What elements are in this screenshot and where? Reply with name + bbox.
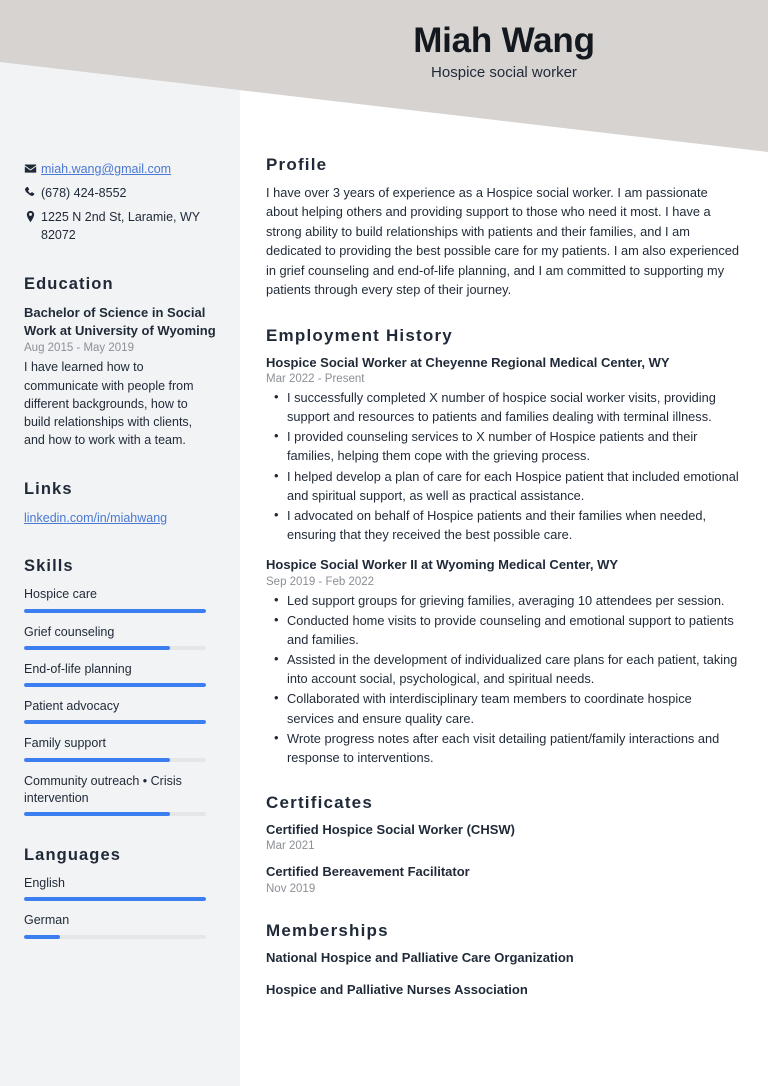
skill-item <box>24 698 216 724</box>
email-link[interactable]: miah.wang@gmail.com <box>41 162 172 176</box>
certificate-date: Mar 2021 <box>266 840 315 853</box>
links-heading: Links <box>24 479 73 498</box>
skills-heading: Skills <box>24 557 74 576</box>
job-entry <box>266 556 740 767</box>
link-item <box>24 509 216 528</box>
job-bullet: • I provided counseling services to X number of Hospice patients and their families, helping them cope with the grieving process. <box>266 427 740 465</box>
skill-level-fill <box>24 646 170 650</box>
certificate-entry <box>266 821 740 852</box>
contact-phone-text: (678) 424-8552 <box>41 186 127 201</box>
skill-item <box>24 661 216 687</box>
envelope-icon <box>24 160 41 175</box>
job-title: Hospice Social Worker at Cheyenne Regional Medical Center, WY <box>266 354 670 370</box>
contact-address-text: 1225 N 2nd St, Laramie, WY 82072 <box>41 210 200 243</box>
education-item <box>24 304 216 450</box>
main-content <box>240 0 768 1013</box>
certificates-list <box>266 821 740 894</box>
jobs-list <box>266 354 740 768</box>
language-level-track <box>24 897 206 901</box>
page-title: Miah Wang <box>413 21 595 60</box>
job-bullet: • I helped develop a plan of care for each Hospice patient that included emotional and spiritual support, as well as practical assistance. <box>266 467 740 505</box>
skill-item <box>24 773 216 817</box>
employment-heading: Employment History <box>266 325 453 345</box>
contact-list <box>24 160 216 245</box>
skill-label: Family support <box>24 736 106 751</box>
job-entry <box>266 354 740 545</box>
language-level-track <box>24 935 206 939</box>
memberships-list <box>266 949 740 999</box>
profile-text: I have over 3 years of experience as a Hospice social worker. I am passionate about helping others and providing support to those who need it most. I have a strong ability to build relationships with patients and their families, and I am dedicated to providing the best possible care for my patients. I am also experienced in grief counseling and end-of-life planning, and I am committed to supporting my patients through every step of their journey. <box>266 185 740 298</box>
certificates-heading: Certificates <box>266 793 373 813</box>
certificate-entry <box>266 863 740 894</box>
skill-level-track <box>24 646 206 650</box>
job-bullet-list <box>266 591 740 768</box>
skill-label: Patient advocacy <box>24 699 120 714</box>
language-item <box>24 912 216 938</box>
skill-level-track <box>24 758 206 762</box>
language-item <box>24 875 216 901</box>
memberships-heading: Memberships <box>266 920 389 940</box>
skill-label: Hospice care <box>24 587 97 602</box>
skill-item <box>24 735 216 761</box>
contact-item-address <box>24 208 216 244</box>
contact-item-phone <box>24 184 216 202</box>
certificate-title: Certified Bereavement Facilitator <box>266 864 470 880</box>
job-bullet: • Assisted in the development of individualized care plans for each patient, taking into account social, psychological, and spiritual needs. <box>266 650 740 688</box>
membership-item: Hospice and Palliative Nurses Association <box>266 981 528 997</box>
certificate-title: Certified Hospice Social Worker (CHSW) <box>266 822 515 838</box>
skill-item <box>24 624 216 650</box>
contact-email-text <box>41 160 216 178</box>
location-pin-icon <box>24 208 41 223</box>
profile-heading: Profile <box>266 155 328 174</box>
job-date: Mar 2022 - Present <box>266 372 365 385</box>
skill-level-fill <box>24 683 206 687</box>
job-bullet: • I advocated on behalf of Hospice patients and their families when needed, ensuring that they received the best possible care. <box>266 506 740 544</box>
skill-label: Grief counseling <box>24 624 115 639</box>
language-label: English <box>24 876 65 891</box>
job-date: Sep 2019 - Feb 2022 <box>266 575 375 588</box>
job-bullet: • I successfully completed X number of hospice social worker visits, providing support and resources to patients and families dealing with terminal illness. <box>266 388 740 426</box>
skill-level-track <box>24 720 206 724</box>
linkedin-link[interactable]: linkedin.com/in/miahwang <box>24 510 168 525</box>
skill-level-fill <box>24 758 170 762</box>
skill-level-track <box>24 683 206 687</box>
job-title: Hospice Social Worker II at Wyoming Medical Center, WY <box>266 557 619 573</box>
job-bullet: • Conducted home visits to provide counseling and emotional support to patients and families. <box>266 611 740 649</box>
certificate-date: Nov 2019 <box>266 882 316 895</box>
skill-item <box>24 586 216 612</box>
education-title: Bachelor of Science in Social Work at University of Wyoming <box>24 304 216 338</box>
employment-section <box>266 326 740 768</box>
skill-label: Community outreach • Crisis intervention <box>24 773 182 805</box>
skill-level-fill <box>24 720 206 724</box>
job-bullet-list <box>266 388 740 545</box>
skill-level-track <box>24 609 206 613</box>
skill-level-fill <box>24 609 206 613</box>
phone-icon <box>24 184 41 199</box>
languages-heading: Languages <box>24 846 122 865</box>
language-level-fill <box>24 935 60 939</box>
certificates-section <box>266 793 740 894</box>
links-list <box>24 509 216 528</box>
education-heading: Education <box>24 274 114 293</box>
languages-list <box>24 875 216 939</box>
skills-list <box>24 586 216 816</box>
membership-item: National Hospice and Palliative Care Organization <box>266 949 574 965</box>
job-bullet: • Collaborated with interdisciplinary team members to coordinate hospice services and ensure quality care. <box>266 689 740 727</box>
skill-level-fill <box>24 812 170 816</box>
skill-label: End-of-life planning <box>24 661 132 676</box>
sidebar <box>0 0 240 950</box>
memberships-section <box>266 921 740 999</box>
profile-section <box>266 155 740 300</box>
job-bullet: • Wrote progress notes after each visit detailing patient/family interactions and response to interventions. <box>266 729 740 767</box>
header-subtitle: Hospice social worker <box>431 64 577 81</box>
contact-item-email <box>24 160 216 178</box>
job-bullet: • Led support groups for grieving families, averaging 10 attendees per session. <box>266 591 740 610</box>
language-label: German <box>24 913 70 928</box>
skill-level-track <box>24 812 206 816</box>
education-description: I have learned how to communicate with people from different backgrounds, how to build relationships with clients, and how to work with a team. <box>24 360 194 448</box>
education-date: Aug 2015 - May 2019 <box>24 342 134 355</box>
language-level-fill <box>24 897 206 901</box>
